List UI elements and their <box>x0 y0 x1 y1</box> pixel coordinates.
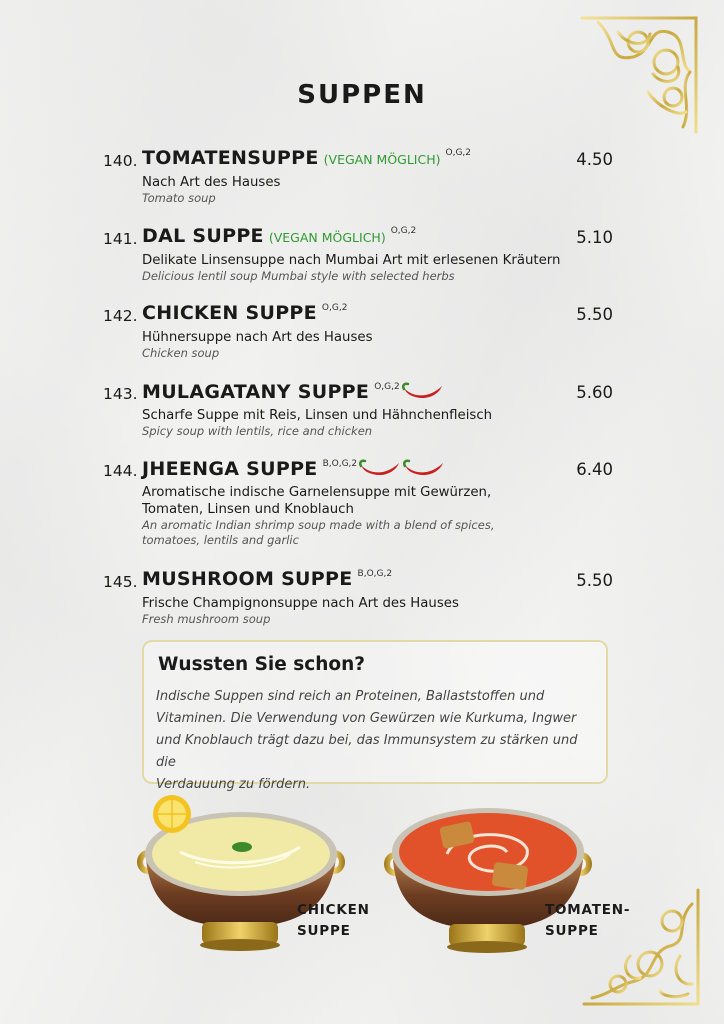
item-name: JHEENGA SUPPE <box>142 458 318 480</box>
item-number: 144. <box>103 462 138 480</box>
item-description-de: Frische Champignonsuppe nach Art des Hauses <box>142 596 459 611</box>
menu-item <box>103 380 613 439</box>
allergen-codes: B,O,G,2 <box>322 459 358 469</box>
item-description-de: Scharfe Suppe mit Reis, Linsen und Hähnchenfleisch <box>142 408 493 423</box>
info-line: Verdauuung zu fördern. <box>156 777 311 792</box>
menu-item <box>103 225 613 284</box>
vegan-note: (VEGAN MÖGLICH) <box>323 152 441 167</box>
chili-icon <box>403 457 445 479</box>
item-price: 5.50 <box>576 571 613 590</box>
item-number: 145. <box>103 573 138 591</box>
chili-icon <box>402 380 444 402</box>
item-number: 143. <box>103 385 138 403</box>
caption-chicken-suppe <box>297 900 370 942</box>
allergen-codes: O,G,2 <box>390 226 417 236</box>
caption-line: SUPPE <box>545 923 599 939</box>
item-description-en: tomatoes, lentils and garlic <box>142 533 299 547</box>
item-price: 4.50 <box>576 150 613 169</box>
item-description-en: An aromatic Indian shrimp soup made with a blend of spices, <box>142 518 495 532</box>
item-number: 141. <box>103 230 138 248</box>
item-description-en: Spicy soup with lentils, rice and chicken <box>142 424 373 438</box>
info-heading: Wussten Sie schon? <box>158 654 366 675</box>
item-description-en: Tomato soup <box>142 191 216 205</box>
item-description-de: Nach Art des Hauses <box>142 175 281 190</box>
menu-item <box>103 302 613 361</box>
item-description-en: Delicious lentil soup Mumbai style with selected herbs <box>142 269 455 283</box>
item-name-wrap <box>142 147 471 169</box>
chili-icon <box>359 457 401 479</box>
item-name: DAL SUPPE <box>142 225 264 247</box>
menu-item <box>103 568 613 627</box>
caption-tomatensuppe <box>545 900 630 942</box>
item-name: CHICKEN SUPPE <box>142 302 317 324</box>
item-price: 5.50 <box>576 305 613 324</box>
item-number: 142. <box>103 307 138 325</box>
menu-item <box>103 457 613 548</box>
item-price: 5.10 <box>576 228 613 247</box>
item-name-wrap <box>142 380 444 403</box>
item-name: TOMATENSUPPE <box>142 147 319 169</box>
item-name-wrap <box>142 225 416 247</box>
item-number: 140. <box>103 152 138 170</box>
caption-line: CHICKEN <box>297 902 370 918</box>
allergen-codes: O,G,2 <box>321 303 348 313</box>
item-description-de: Hühnersuppe nach Art des Hauses <box>142 330 373 345</box>
item-description-en: Fresh mushroom soup <box>142 612 271 626</box>
item-description-de: Aromatische indische Garnelensuppe mit Gewürzen, <box>142 485 492 500</box>
gold-ornament-top-right-icon <box>578 12 702 138</box>
did-you-know-box <box>142 640 608 792</box>
caption-line: SUPPE <box>297 923 351 939</box>
info-line: Indische Suppen sind reich an Proteinen, Ballaststoffen und <box>156 689 545 704</box>
item-name-wrap <box>142 568 392 590</box>
item-description-de: Delikate Linsensuppe nach Mumbai Art mit erlesenen Kräutern <box>142 253 561 268</box>
item-name-wrap <box>142 302 347 324</box>
menu-item <box>103 147 613 206</box>
allergen-codes: B,O,G,2 <box>357 569 393 579</box>
allergen-codes: O,G,2 <box>445 148 472 158</box>
info-text <box>156 686 596 796</box>
item-description-en: Chicken soup <box>142 346 220 360</box>
item-price: 6.40 <box>576 460 613 479</box>
info-line: Vitaminen. Die Verwendung von Gewürzen wie Kurkuma, Ingwer <box>156 711 577 726</box>
vegan-note: (VEGAN MÖGLICH) <box>268 230 386 245</box>
info-line: und Knoblauch trägt dazu bei, das Immunsystem zu stärken und die <box>156 733 578 770</box>
caption-line: TOMATEN- <box>545 902 631 918</box>
item-description-de: Tomaten, Linsen und Knoblauch <box>142 502 354 517</box>
item-price: 5.60 <box>576 383 613 402</box>
page-title: SUPPEN <box>297 80 427 110</box>
item-name: MULAGATANY SUPPE <box>142 381 370 403</box>
item-name-wrap <box>142 457 445 480</box>
allergen-codes: O,G,2 <box>374 382 400 392</box>
item-name: MUSHROOM SUPPE <box>142 568 353 590</box>
